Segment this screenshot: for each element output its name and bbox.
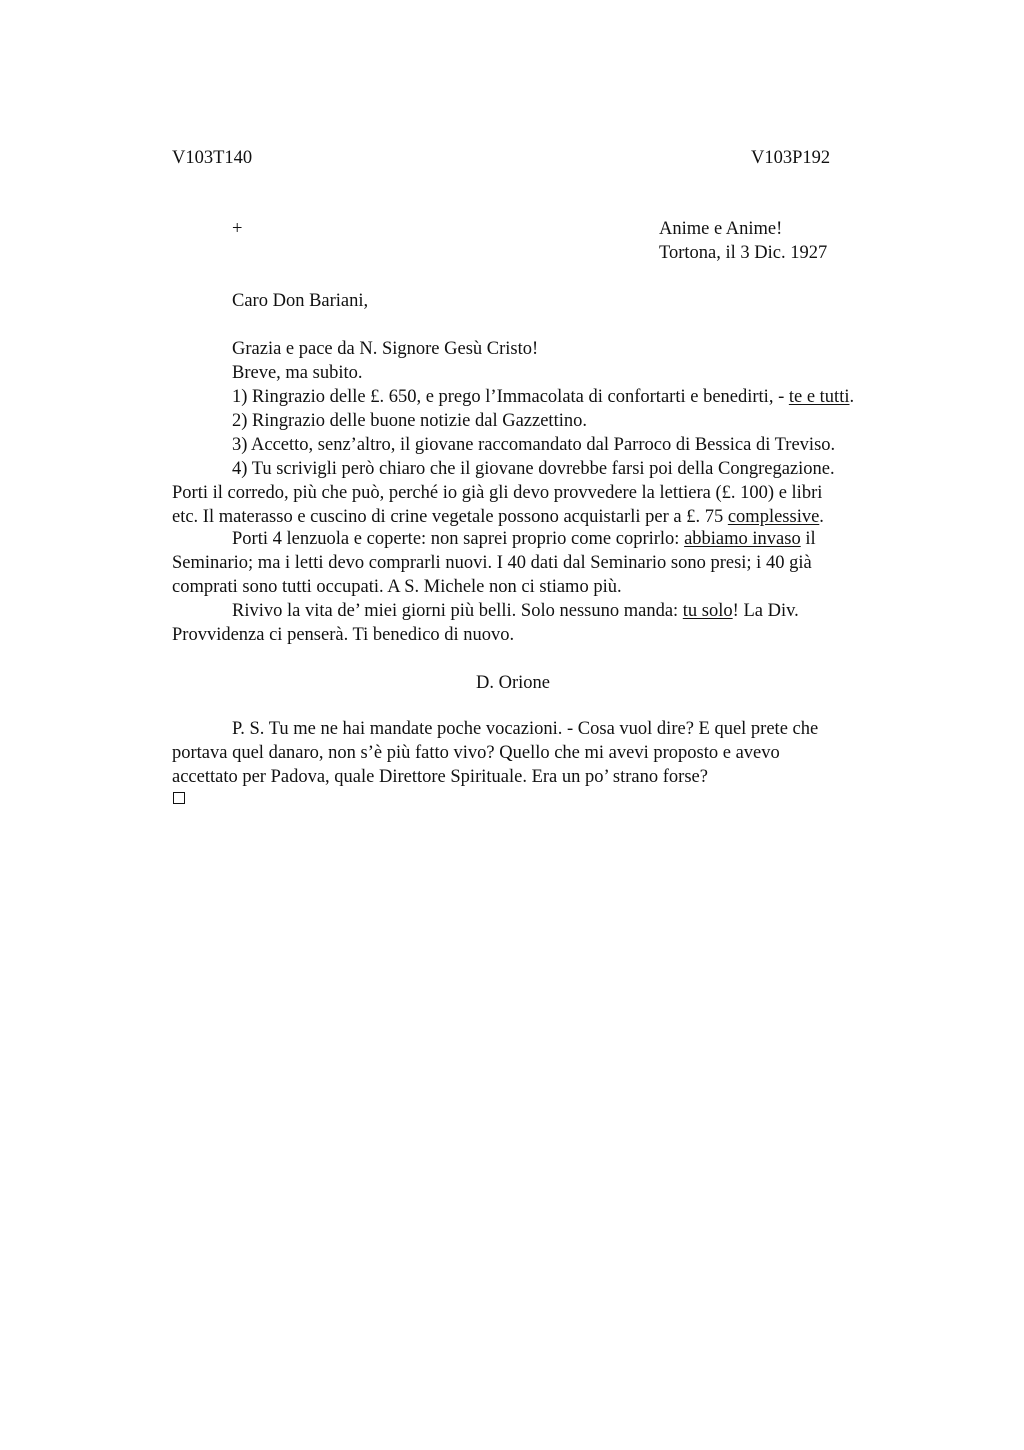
cross-mark: + bbox=[232, 219, 243, 239]
body-line: Provvidenza ci penserà. Ti benedico di nuovo. bbox=[172, 625, 515, 645]
underlined-text: abbiamo invaso bbox=[684, 529, 801, 549]
body-text: 1) Ringrazio delle £. 650, e prego l’Immacolata di confortarti e benedirti, - bbox=[232, 387, 789, 407]
body-line bbox=[232, 599, 799, 623]
end-mark-box bbox=[173, 792, 185, 804]
body-text: . bbox=[819, 507, 824, 527]
body-line bbox=[232, 385, 854, 409]
document-code-right: V103P192 bbox=[751, 148, 831, 168]
body-text: Porti 4 lenzuola e coperte: non saprei proprio come coprirlo: bbox=[232, 529, 685, 549]
body-line bbox=[232, 527, 816, 551]
document-code-left: V103T140 bbox=[172, 148, 253, 168]
underlined-text: complessive bbox=[727, 507, 820, 527]
body-line: 3) Accetto, senz’altro, il giovane raccomandato dal Parroco di Bessica di Treviso. bbox=[232, 435, 836, 455]
body-line: Grazia e pace da N. Signore Gesù Cristo! bbox=[232, 339, 539, 359]
signature: D. Orione bbox=[476, 673, 550, 693]
underlined-text: te e tutti bbox=[788, 387, 850, 407]
body-line bbox=[172, 505, 824, 529]
body-text: ! La Div. bbox=[732, 601, 799, 621]
body-line: Breve, ma subito. bbox=[232, 363, 363, 383]
place-date: Tortona, il 3 Dic. 1927 bbox=[659, 243, 828, 263]
body-text: . bbox=[849, 387, 855, 407]
body-text: il bbox=[800, 529, 816, 549]
salutation: Caro Don Bariani, bbox=[232, 291, 369, 311]
body-line: Seminario; ma i letti devo comprarli nuovi. I 40 dati dal Seminario sono presi; i 40 già bbox=[172, 553, 812, 573]
motto: Anime e Anime! bbox=[659, 219, 783, 239]
body-text: Rivivo la vita de’ miei giorni più belli. Solo nessuno manda: bbox=[232, 601, 683, 621]
postscript-line: portava quel danaro, non s’è più fatto vivo? Quello che mi avevi proposto e avevo bbox=[172, 743, 780, 763]
body-line: Porti il corredo, più che può, perché io già gli devo provvedere la lettiera (£. 100) e libri bbox=[172, 483, 823, 503]
postscript-line: P. S. Tu me ne hai mandate poche vocazioni. - Cosa vuol dire? E quel prete che bbox=[232, 719, 819, 739]
body-line: 4) Tu scrivigli però chiaro che il giovane dovrebbe farsi poi della Congregazione. bbox=[232, 459, 835, 479]
body-line: comprati sono tutti occupati. A S. Michele non ci stiamo più. bbox=[172, 577, 622, 597]
body-line: 2) Ringrazio delle buone notizie dal Gazzettino. bbox=[232, 411, 587, 431]
body-text: etc. Il materasso e cuscino di crine vegetale possono acquistarli per a £. 75 bbox=[172, 507, 728, 527]
underlined-text: tu solo bbox=[682, 601, 733, 621]
postscript-line: accettato per Padova, quale Direttore Spirituale. Era un po’ strano forse? bbox=[172, 767, 708, 787]
